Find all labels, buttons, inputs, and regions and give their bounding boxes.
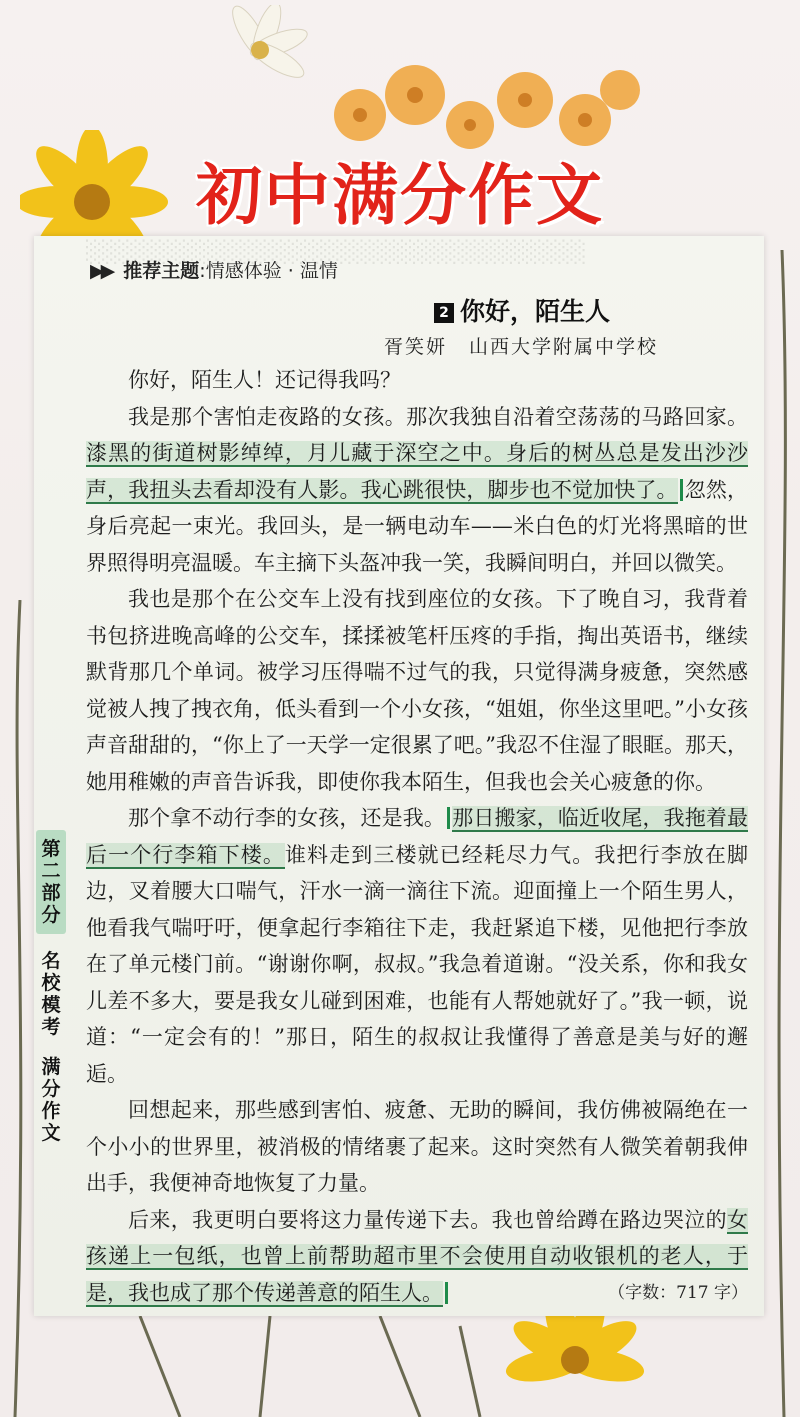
essay-title: 你好，陌生人 [460,297,611,326]
page-headline: 初中满分作文 [196,157,604,234]
essay-byline [384,332,658,359]
double-arrow-icon: ▶▶ [90,260,112,282]
textbook-page [34,236,764,1316]
author-name: 胥笑妍 [384,336,448,358]
recommended-topic [90,256,338,283]
paragraph: 那个拿不动行李的女孩，还是我。 那日搬家，临近收尾，我拖着最后一个行李箱下楼。谁料走到三楼就已经耗尽力气。我把行李放在脚边，叉着腰大口喘气，汗水一滴一滴往下流。迎面撞上一个陌生男人，他看我气喘吁吁，便拿起行李箱往下走，我赶紧追下楼，见他把行李放在了单元楼门前。“谢谢你啊，叔叔。”我急着道谢。“没关系，你和我女儿差不多大，要是我女儿碰到困难，也能有人帮她就好了。”我一顿，说道：“一定会有的！”那日，陌生的叔叔让我懂得了善意是美与好的邂逅。 [86,806,749,1086]
school-name: 山西大学附属中学校 [469,336,659,358]
branch-right-decoration [764,250,800,1417]
topic-key: 推荐主题 [123,260,200,282]
essay-title-row [434,292,610,328]
stem-bottom-decoration [120,1316,500,1417]
essay-body [86,362,748,1311]
topic-value: :情感体验 · 温情 [199,260,338,282]
paragraph: 后来，我更明白要将这力量传递下去。我也曾给蹲在路边哭泣的女孩递上一包纸，也曾上前帮助超市里不会使用自动收银机的老人，于是，我也成了那个传递善意的陌生人。 （字数：717 字） [86,1202,748,1312]
word-count: （字数：717 字） [608,1282,748,1303]
paragraph: 你好，陌生人！还记得我吗？ [128,368,401,392]
yellow-flower-bottom-decoration [495,1310,655,1417]
paragraph: 我是那个害怕走夜路的女孩。那次我独自沿着空荡荡的马路回家。漆黑的街道树影绰绰，月儿藏于深空之中。身后的树丛总是发出沙沙声，我扭头去看却没有人影。我心跳很快，脚步也不觉加快了。 忽然，身后亮起一束光。我回头，是一辆电动车——米白色的灯光将黑暗的世界照得明亮温暖。车主摘下头盔冲我一笑，我瞬间明白，并回以微笑。 [86,404,749,575]
bleed-through-text: ░░░░░░░░░░░░░░░░░░░░░░░░░░░░░░░ [86,240,587,264]
annotation-mark [680,479,683,501]
section-label-full-score: 满 分 作 文 [41,1056,61,1144]
paragraph: 我也是那个在公交车上没有找到座位的女孩。下了晚自习，我背着书包挤进晚高峰的公交车，揉揉被笔杆压疼的手指，掏出英语书，继续默背那几个单词。被学习压得喘不过气的我，只觉得满身疲惫，突然感觉被人拽了拽衣角，低头看到一个小女孩，“姐姐，你坐这里吧。”小女孩声音甜甜的，“你上了一天学一定很累了吧。”我忍不住湿了眼眶。那天，她用稚嫩的声音告诉我，即使你我本陌生，但我也会关心疲惫的你。 [86,587,748,794]
paragraph: 回想起来，那些感到害怕、疲惫、无助的瞬间，我仿佛被隔绝在一个小小的世界里，被消极的情绪裹了起来。这时突然有人微笑着朝我伸出手，我便神奇地恢复了力量。 [86,1098,748,1195]
annotation-mark [445,1282,448,1304]
part-label: 第 二 部 分 [36,830,66,934]
essay-number-badge: 2 [434,303,454,323]
highlighted-text: 那日搬家，临近收尾，我拖着最后一个行李箱下楼。 [86,806,749,867]
white-flower-decoration [205,5,315,95]
highlighted-text: 漆黑的街道树影绰绰，月儿藏于深空之中。身后的树丛总是发出沙沙声，我扭头去看却没有人影。我心跳很快，脚步也不觉加快了。 [86,441,748,502]
section-label-mock-exam: 名 校 模 考 [41,950,61,1038]
highlighted-text: 女孩递上一包纸，也曾上前帮助超市里不会使用自动收银机的老人，于是，我也成了那个传递善意的陌生人。 [86,1207,748,1305]
section-side-label [36,830,66,1148]
annotation-mark [447,807,450,829]
